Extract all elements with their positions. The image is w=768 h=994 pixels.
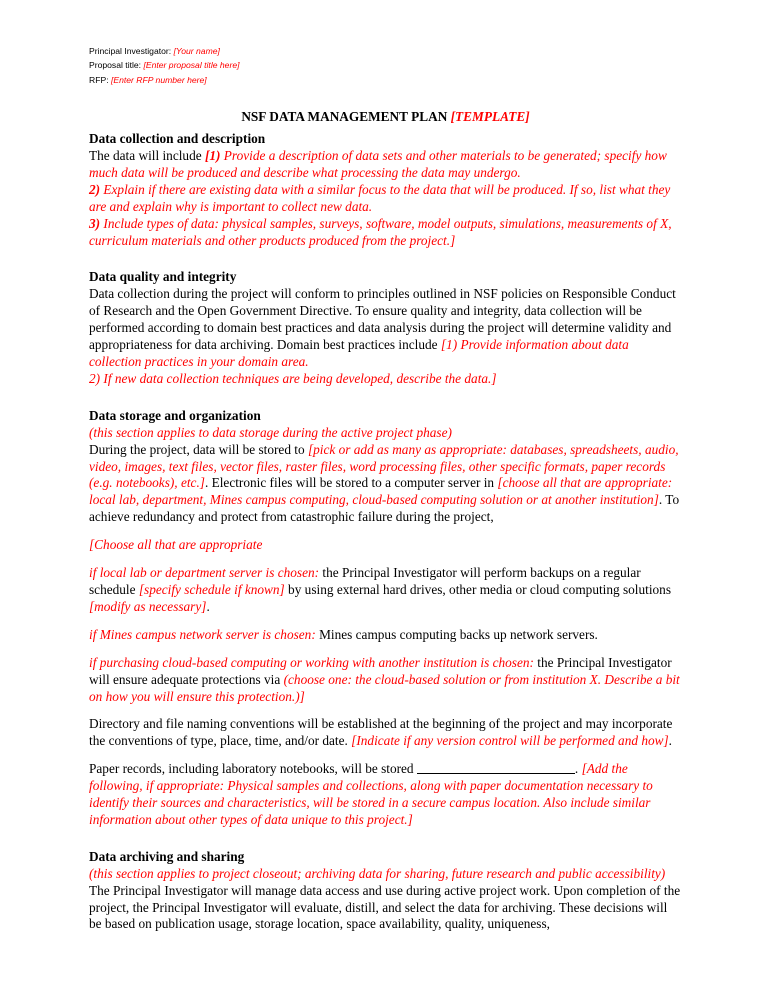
pi-line: Principal Investigator: [Your name] (89, 46, 220, 56)
section-heading: Data storage and organization (89, 407, 261, 423)
naming-conventions: Directory and file naming conventions will be established at the beginning of the project and may incorporate the conventions of type, place, time, and/or date. [Indicate if any version control will be performed and how]. (89, 716, 673, 749)
section-collection (89, 131, 682, 249)
quality-item-2: 2) If new data collection techniques are being developed, describe the data.] (89, 370, 497, 386)
collection-item-3: 3) Include types of data: physical samples, surveys, software, model outputs, simulations, measurements of X, curriculum materials and other products produced from the project.] (89, 215, 672, 248)
collection-body: The data will include [1) Provide a description of data sets and other materials to be generated; specify how much data will be produced and describe what processing the data may undergo. (89, 148, 667, 180)
proposal-line: Proposal title: [Enter proposal title here] (89, 60, 240, 71)
quality-body: Data collection during the project will conform to principles outlined in NSF policies on Responsible Conduct of Research and the Open Government Directive. To ensure quality and integrity, data collection will be performed according to domain best practices and data analysis during the project will determine validity and appropriateness for data archiving. Domain best practices include [1) Provide information about data collection practices in your domain area. (89, 286, 676, 369)
section-storage (89, 408, 682, 829)
archiving-body: The Principal Investigator will manage data access and use during active project work. Upon completion of the project, the Principal Investigator will evaluate, distill, and select the data for archiving. These decisions will be based on publication usage, storage location, space availability, quality, uniqueness, (89, 882, 681, 932)
page-title: NSF DATA MANAGEMENT PLAN [TEMPLATE] (241, 109, 530, 125)
template-tag: [TEMPLATE] (450, 109, 530, 125)
document-header (89, 44, 682, 87)
storage-body: During the project, data will be stored to [pick or add as many as appropriate: databases, spreadsheets, audio, video, images, text files, vector files, raster files, word processing files, other specific formats, paper records (e.g. notebooks), etc.]. Electronic files will be stored to a computer server in [choose all that are appropriate: local lab, department, Mines campus computing, cloud-based computing solution or at another institution]. To achieve redundancy and protect from catastrophic failure during the project, (89, 441, 680, 525)
section-quality (89, 269, 682, 387)
rfp-placeholder: [Enter RFP number here] (110, 74, 207, 85)
section-heading: Data quality and integrity (89, 269, 237, 285)
fill-in-blank[interactable] (417, 761, 575, 774)
pi-placeholder: [Your name] (173, 46, 220, 56)
paper-records: Paper records, including laboratory notebooks, will be stored . [Add the following, if appropriate: Physical samples and collections, along with paper documentation necessary to identify their sources and characteristics, will be stored in a secure campus location. Also include similar information about other types of data unique to this project.] (89, 761, 653, 827)
mines-server-option: if Mines campus network server is chosen: Mines campus computing backs up network servers. (89, 626, 598, 642)
section-archiving (89, 849, 682, 934)
section-heading: Data archiving and sharing (89, 848, 245, 864)
archiving-note: (this section applies to project closeout; archiving data for sharing, future research and public accessibility) (89, 865, 666, 881)
storage-note: (this section applies to data storage during the active project phase) (89, 424, 452, 440)
cloud-option: if purchasing cloud-based computing or working with another institution is chosen: the Principal Investigator will ensure adequate protections via (choose one: the cloud-based solution or from institution X. Describe a bit on how you will ensure this protection.)] (89, 654, 680, 704)
rfp-line: RFP: [Enter RFP number here] (89, 74, 207, 85)
local-server-option: if local lab or department server is chosen: the Principal Investigator will perform backups on a regular schedule [specify schedule if known] by using external hard drives, other media or cloud computing solutions [modify as necessary]. (89, 565, 672, 614)
section-heading: Data collection and description (89, 131, 266, 147)
choose-all-note: [Choose all that are appropriate (89, 537, 263, 553)
proposal-placeholder: [Enter proposal title here] (143, 60, 240, 71)
collection-item-2: 2) Explain if there are existing data with a similar focus to the data that will be produced. If so, list what they are and explain why is important to collect new data. (89, 181, 671, 214)
